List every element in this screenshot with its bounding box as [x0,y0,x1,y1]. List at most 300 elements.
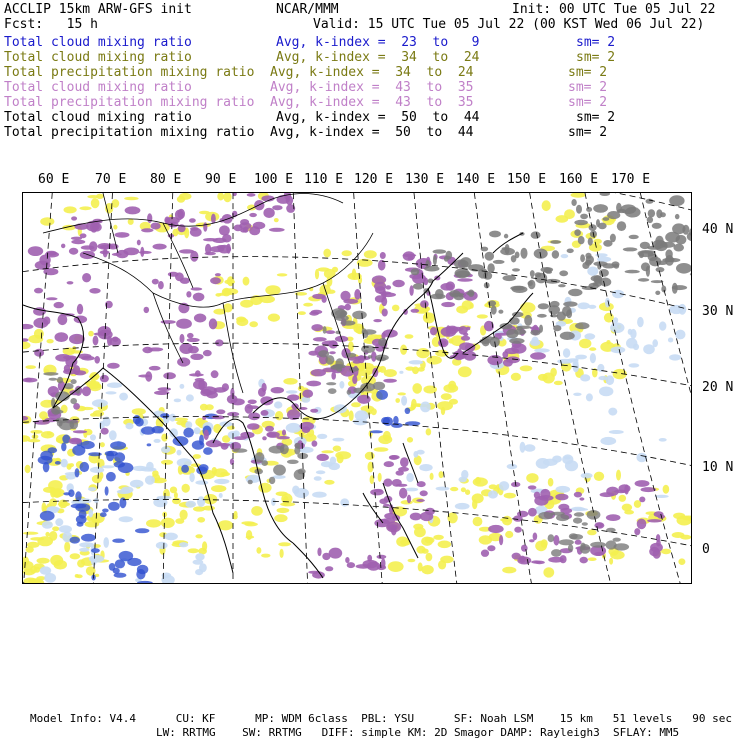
cloud-cell [329,548,343,559]
cloud-cell [502,351,508,358]
cloud-cell [594,552,604,556]
cloud-cell [430,473,434,480]
cloud-cell [286,196,293,206]
cloud-cell [269,228,285,232]
cloud-cell [325,566,333,571]
cloud-cell [365,452,375,460]
cloud-cell [130,480,144,488]
cloud-cell [457,278,473,282]
cloud-cell [505,531,513,538]
cloud-cell [110,441,126,450]
cloud-cell [183,428,194,438]
cloud-cell [568,544,573,552]
cloud-cell [548,478,554,487]
cloud-cell [312,492,327,498]
cloud-cell [383,379,397,383]
cloud-cell [358,276,362,284]
map-panel [22,192,692,584]
cloud-cell [393,416,399,425]
cloud-cell [521,248,528,259]
cloud-cell [114,452,125,462]
cloud-cell [520,442,526,453]
cloud-cell [563,348,570,358]
field-avg: Avg, k-index = 34 to 24 [276,50,480,65]
cloud-cell [99,472,103,479]
cloud-cell [265,426,274,432]
cloud-cell [458,326,467,335]
cloud-cell [438,560,446,569]
cloud-cell [530,330,540,336]
cloud-cell [503,359,513,367]
cloud-cell [594,472,604,481]
cloud-cell [614,543,630,550]
cloud-cell [280,502,295,506]
cloud-cell [573,393,581,396]
cloud-cell [355,410,369,421]
cloud-cell [181,465,189,473]
cloud-cell [109,430,117,440]
cloud-cell [520,302,535,313]
cloud-cell [105,486,109,495]
title-center: NCAR/MMM [276,2,339,17]
cloud-cell [146,519,161,527]
cloud-cell [517,327,523,331]
cloud-cell [261,460,268,466]
latitude-label: 30 N [702,304,734,319]
field-sm: sm= 2 [568,80,608,95]
cloud-cell [418,562,423,571]
cloud-cell [416,348,430,358]
cloud-cell [28,246,43,256]
cloud-cell [61,443,66,452]
cloud-cell [499,535,503,545]
cloud-cell [588,305,596,309]
cloud-cell [340,498,349,506]
cloud-cell [534,561,545,565]
cloud-cell [144,307,150,313]
cloud-cell [269,477,275,484]
cloud-cell [571,193,586,198]
cloud-cell [141,228,153,232]
cloud-cell [115,232,130,238]
cloud-cell [234,225,243,232]
cloud-cell [298,311,306,315]
cloud-cell [423,312,435,323]
cloud-cell [124,197,138,201]
cloud-cell [570,534,583,540]
cloud-cell [265,285,280,295]
cloud-cell [352,311,367,320]
cloud-cell [580,254,585,262]
cloud-cell [610,234,616,243]
cloud-cell [580,214,588,220]
field-name: Total precipitation mixing ratio [4,95,255,110]
cloud-cell [663,485,670,494]
cloud-cell [234,436,247,440]
cloud-cell [416,499,425,502]
cloud-cell [559,270,568,276]
cloud-cell [140,467,156,471]
cloud-cell [541,539,548,548]
cloud-cell [568,289,582,296]
cloud-cell [94,356,100,364]
cloud-cell [324,480,334,485]
cloud-cell [75,468,80,477]
cloud-cell [489,231,501,238]
cloud-cell [156,542,168,549]
cloud-cell [420,512,433,521]
cloud-cell [234,511,238,518]
cloud-cell [575,355,587,360]
cloud-cell [248,480,253,485]
cloud-cell [553,325,561,331]
footer-model-info: Model Info: V4.4 CU: KF MP: WDM 6class PBL: YSU SF: Noah LSM 15 km 51 levels 90 sec [30,712,732,725]
field-sm: sm= 2 [576,50,616,65]
cloud-cell [433,255,437,265]
longitude-label: 60 E [38,172,70,187]
cloud-cell [652,339,658,347]
cloud-cell [586,207,592,212]
cloud-cell [191,287,203,290]
cloud-cell [531,231,541,238]
cloud-cell [226,244,231,254]
cloud-cell [345,557,349,563]
cloud-cell [637,519,647,530]
cloud-cell [119,551,134,561]
cloud-cell [187,338,200,342]
cloud-cell [214,479,229,484]
cloud-cell [660,212,666,217]
cloud-cell [91,379,96,384]
cloud-cell [384,461,394,467]
cloud-cell [587,267,598,276]
cloud-cell [261,554,270,558]
cloud-cell [481,550,489,557]
cloud-cell [376,390,388,400]
cloud-cell [587,530,597,536]
cloud-cell [89,509,94,518]
cloud-cell [443,384,458,393]
cloud-cell [294,488,309,498]
cloud-cell [580,557,588,564]
cloud-cell [351,402,361,407]
cloud-cell [449,290,460,297]
cloud-cell [680,535,691,540]
cloud-cell [287,460,299,464]
cloud-cell [401,396,407,406]
cloud-cell [336,368,342,372]
cloud-cell [386,285,392,289]
cloud-cell [648,209,655,217]
cloud-cell [332,438,344,442]
cloud-cell [23,378,37,383]
cloud-cell [504,234,508,239]
cloud-cell [551,549,562,557]
cloud-cell [498,310,503,314]
cloud-cell [220,472,230,476]
cloud-cell [435,289,444,299]
cloud-cell [582,522,588,525]
cloud-cell [317,548,321,557]
field-avg: Avg, k-index = 43 to 35 [270,95,474,110]
cloud-cell [261,410,269,416]
cloud-cell [520,365,533,371]
cloud-cell [399,488,407,499]
cloud-cell [77,304,83,315]
cloud-cell [199,435,204,446]
cloud-cell [274,218,279,222]
longitude-label: 150 E [507,172,547,187]
cloud-cell [473,477,488,486]
cloud-cell [593,282,597,286]
cloud-cell [63,355,77,359]
cloud-cell [638,250,654,257]
cloud-cell [373,319,382,322]
cloud-cell [55,332,69,342]
cloud-cell [400,457,409,467]
title-left: ACCLIP 15km ARW-GFS init [4,2,192,17]
cloud-cell [46,297,58,300]
cloud-cell [582,262,589,269]
cloud-cell [200,389,211,396]
cloud-cell [488,525,504,533]
cloud-cell [668,338,673,343]
cloud-cell [419,464,432,471]
cloud-cell [420,402,431,413]
cloud-cell [652,223,662,229]
cloud-cell [71,240,85,245]
cloud-cell [562,306,572,316]
field-sm: sm= 2 [576,35,616,50]
cloud-cell [268,314,280,322]
cloud-cell [247,193,256,197]
cloud-cell [606,514,621,521]
field-avg: Avg, k-index = 23 to 9 [276,35,480,50]
cloud-cell [491,305,497,314]
cloud-cell [538,512,553,520]
field-avg: Avg, k-index = 34 to 24 [270,65,474,80]
cloud-cell [42,521,53,529]
cloud-cell [43,372,58,376]
cloud-cell [302,390,313,398]
cloud-cell [349,367,359,372]
cloud-cell [575,322,589,329]
cloud-cell [90,434,96,440]
cloud-cell [586,393,593,401]
cloud-cell [555,494,568,501]
cloud-cell [571,199,576,206]
cloud-cell [38,456,53,465]
cloud-cell [193,293,205,302]
cloud-cell [574,220,588,225]
cloud-cell [461,470,468,479]
cloud-cell [556,486,571,493]
cloud-cell [552,456,562,463]
cloud-cell [81,245,95,249]
cloud-cell [368,355,373,358]
cloud-cell [506,329,518,338]
cloud-cell [37,558,50,564]
cloud-cell [426,428,432,435]
cloud-cell [528,280,535,290]
cloud-cell [565,460,578,471]
cloud-cell [193,454,201,459]
cloud-cell [613,317,618,323]
cloud-cell [370,489,384,495]
cloud-cell [611,347,626,354]
cloud-cell [160,413,169,418]
cloud-cell [247,423,260,430]
cloud-cell [487,545,495,551]
cloud-cell [258,483,271,493]
cloud-cell [90,413,97,417]
cloud-cell [161,518,175,528]
cloud-cell [190,228,202,237]
cloud-cell [71,216,77,220]
cloud-cell [399,371,403,374]
cloud-cell [675,214,680,219]
cloud-cell [444,256,449,262]
cloud-cell [216,409,225,414]
cloud-cell [221,443,229,450]
cloud-cell [599,269,609,277]
cloud-cell [249,213,257,217]
field-avg: Avg, k-index = 43 to 35 [270,80,474,95]
cloud-cell [548,557,564,563]
cloud-cell [195,534,202,538]
cloud-cell [598,376,608,380]
cloud-cell [100,250,110,254]
cloud-cell [246,536,255,539]
cloud-cell [519,556,526,563]
cloud-cell [94,498,99,503]
cloud-cell [370,430,383,433]
cloud-cell [623,247,638,251]
cloud-cell [412,274,426,284]
cloud-cell [112,539,125,543]
cloud-cell [332,267,338,273]
cloud-cell [177,209,185,219]
cloud-cell [335,310,347,317]
cloud-cell [189,218,196,223]
cloud-cell [113,225,117,230]
cloud-cell [392,305,400,312]
cloud-cell [55,518,63,526]
cloud-cell [646,266,650,277]
cloud-cell [205,252,216,256]
cloud-cell [347,562,355,568]
cloud-cell [317,434,327,439]
cloud-cell [40,217,54,226]
cloud-cell [416,450,424,455]
cloud-cell [619,495,627,502]
cloud-cell [174,399,181,403]
cloud-cell [243,227,249,233]
longitude-label: 80 E [150,172,182,187]
cloud-cell [538,303,549,309]
cloud-cell [606,528,616,533]
cloud-cell [232,448,247,452]
cloud-cell [91,198,100,208]
cloud-cell [308,351,318,356]
cloud-cell [398,467,409,472]
cloud-cell [621,204,637,214]
cloud-cell [608,408,617,416]
cloud-cell [79,548,89,552]
cloud-cell [294,443,300,449]
cloud-cell [271,387,284,393]
cloud-cell [121,487,133,494]
cloud-cell [340,291,350,301]
cloud-cell [358,355,365,363]
cloud-cell [408,559,416,562]
cloud-cell [214,387,227,393]
cloud-cell [310,409,318,413]
cloud-cell [634,528,640,535]
cloud-cell [344,304,351,311]
cloud-cell [599,387,613,397]
cloud-cell [493,260,505,264]
cloud-cell [49,498,57,507]
field-name: Total cloud mixing ratio [4,110,192,125]
cloud-cell [286,423,301,433]
cloud-cell [334,404,347,413]
cloud-cell [557,359,573,364]
cloud-cell [554,381,563,385]
cloud-cell [407,437,413,443]
cloud-cell [93,336,99,346]
forecast-hour: Fcst: 15 h [4,17,98,32]
cloud-cell [354,289,360,300]
field-name: Total precipitation mixing ratio [4,65,255,80]
footer-radiation-info: LW: RRTMG SW: RRTMG DIFF: simple KM: 2D Smagor DAMP: Rayleigh3 SFLAY: MM5 [156,726,680,739]
cloud-cell [629,235,639,239]
cloud-cell [180,334,185,343]
cloud-cell [174,492,178,498]
cloud-cell [503,275,517,281]
cloud-cell [349,410,354,421]
cloud-cell [347,390,352,395]
cloud-cell [530,352,546,359]
field-avg: Avg, k-index = 50 to 44 [276,110,480,125]
field-sm: sm= 2 [568,65,608,80]
cloud-cell [386,522,401,533]
cloud-cell [595,253,607,257]
cloud-cell [312,440,318,446]
cloud-cell [574,492,582,498]
cloud-cell [180,278,190,284]
cloud-cell [147,443,152,446]
cloud-cell [107,363,120,369]
cloud-cell [236,317,246,323]
cloud-cell [194,314,206,323]
cloud-cell [195,480,208,484]
cloud-cell [600,193,611,196]
cloud-cell [282,430,286,436]
cloud-cell [512,268,520,271]
cloud-cell [125,206,141,214]
cloud-cell [147,213,152,223]
cloud-cell [47,431,52,435]
cloud-cell [333,446,341,452]
cloud-cell [584,333,595,339]
longitude-label: 100 E [254,172,294,187]
cloud-cell [574,229,581,236]
cloud-cell [383,479,392,487]
cloud-cell [414,527,426,537]
cloud-cell [164,533,178,541]
cloud-cell [392,479,402,487]
